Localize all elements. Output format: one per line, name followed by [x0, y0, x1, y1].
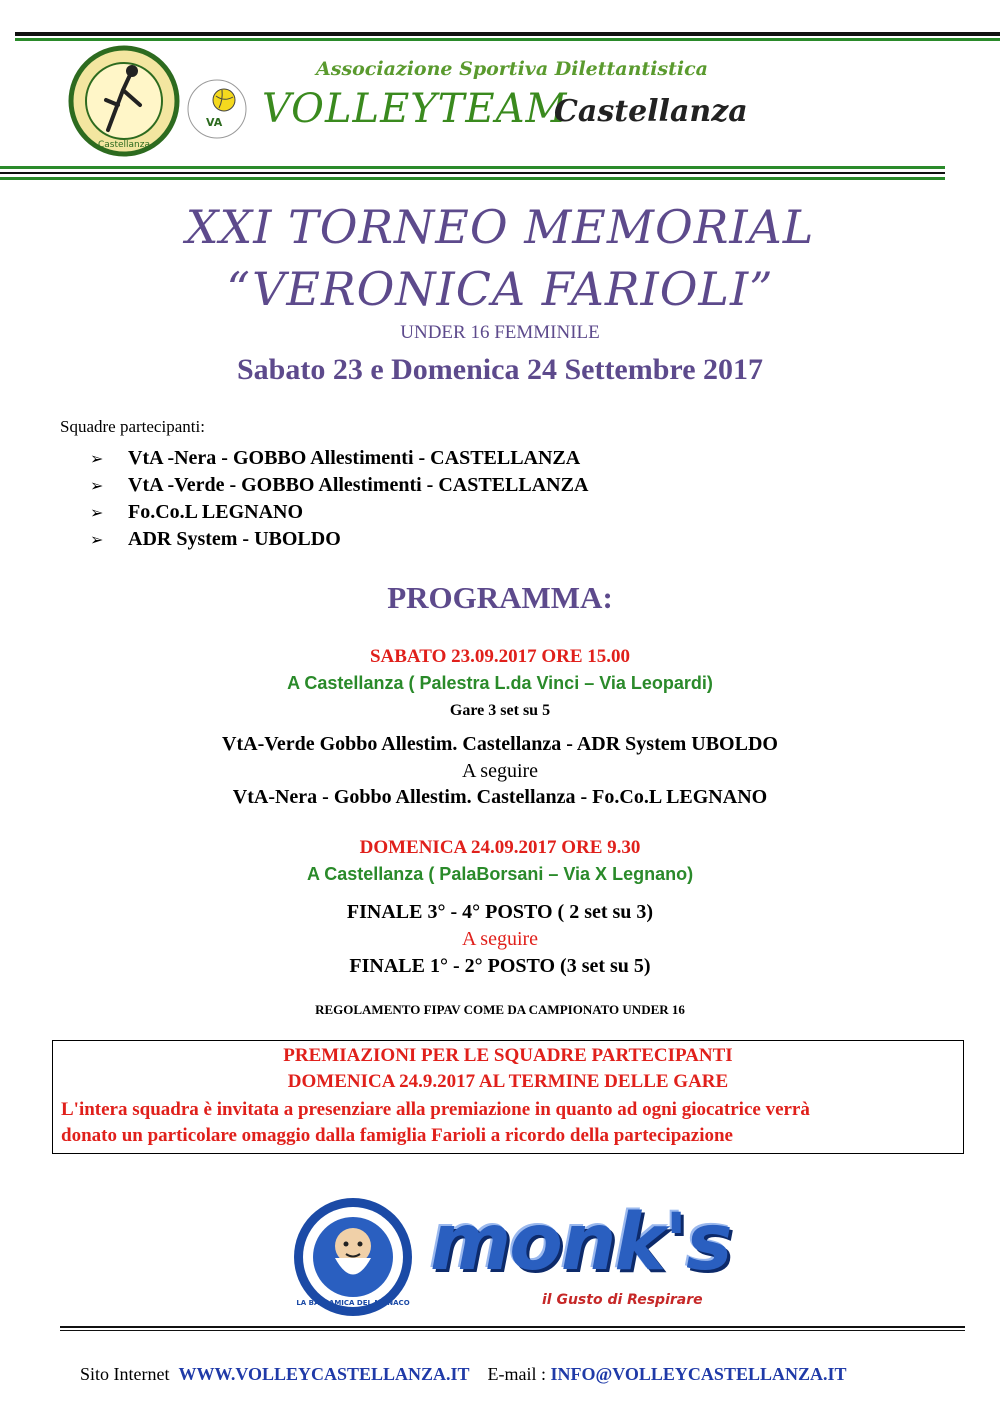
prize-line-2: DOMENICA 24.9.2017 AL TERMINE DELLE GARE — [287, 1071, 729, 1092]
prize-line-4: donato un particolare omaggio dalla famiglia Farioli a ricordo della partecipazione — [61, 1125, 733, 1146]
sunday-where: A Castellanza ( PalaBorsani – Via X Legnano) — [306, 864, 694, 884]
seal-text: LA BALSAMICA DEL MONACO — [296, 1299, 410, 1307]
saturday-then: A seguire — [461, 760, 539, 782]
header-rule-black — [0, 172, 945, 174]
email-label: E-mail : — [487, 1364, 547, 1384]
sponsor-brand: monk's — [430, 1198, 731, 1288]
footer-rule-2 — [60, 1330, 965, 1331]
prize-line-3: L'intera squadra è invitata a presenziare alla premiazione in quanto ad ogni giocatrice verrà — [61, 1099, 810, 1120]
city-name: Castellanza — [554, 94, 748, 129]
arrow-bullet-icon: ➢ — [90, 476, 104, 495]
final-1-2: FINALE 1° - 2° POSTO (3 set su 5) — [349, 955, 651, 977]
sponsor-seal — [292, 1196, 414, 1318]
list-item: ➢ Fo.Co.L LEGNANO — [90, 501, 304, 523]
arrow-bullet-icon: ➢ — [90, 449, 104, 468]
site-label: Sito Internet — [80, 1364, 170, 1384]
svg-text:VA: VA — [206, 116, 223, 129]
category: UNDER 16 FEMMINILE — [400, 322, 600, 343]
sunday-then: A seguire — [461, 928, 539, 950]
saturday-where: A Castellanza ( Palestra L.da Vinci – Via Leopardi) — [287, 673, 713, 693]
saturday-when: SABATO 23.09.2017 ORE 15.00 — [369, 646, 631, 667]
rules-note: REGOLAMENTO FIPAV COME DA CAMPIONATO UNDER 16 — [315, 1002, 685, 1017]
site-link[interactable]: WWW.VOLLEYCASTELLANZA.IT — [178, 1364, 470, 1384]
top-rule — [15, 32, 1000, 36]
title-line-2: “VERONICA FARIOLI” — [226, 262, 774, 316]
sponsor-tagline: il Gusto di Respirare — [538, 1292, 707, 1308]
volley-logo — [186, 78, 248, 140]
list-item: ➢ VtA -Verde - GOBBO Allestimenti - CASTELLANZA — [90, 474, 589, 496]
footer-rule — [60, 1326, 965, 1328]
teams-label: Squadre partecipanti: — [60, 417, 205, 436]
svg-text:Castellanza: Castellanza — [97, 140, 151, 150]
saturday-format: Gare 3 set su 5 — [449, 702, 551, 719]
list-item: ➢ VtA -Nera - GOBBO Allestimenti - CASTELLANZA — [90, 447, 581, 469]
header-rule-green-2 — [0, 177, 945, 180]
header-rule-green — [0, 166, 945, 169]
prize-box — [52, 1040, 964, 1154]
title-line-1: XXI TORNEO MEMORIAL — [185, 200, 815, 254]
association-name: Associazione Sportiva Dilettantistica — [316, 58, 708, 80]
footer — [80, 1364, 846, 1385]
email-link[interactable]: INFO@VOLLEYCASTELLANZA.IT — [550, 1364, 847, 1384]
top-rule-green — [15, 38, 1000, 41]
prize-line-1: PREMIAZIONI PER LE SQUADRE PARTECIPANTI — [283, 1045, 733, 1066]
program-heading: PROGRAMMA: — [387, 580, 613, 615]
final-3-4: FINALE 3° - 4° POSTO ( 2 set su 3) — [346, 901, 654, 923]
team-name: VOLLEYTEAM — [262, 86, 568, 132]
saturday-match-2: VtA-Nera - Gobbo Allestim. Castellanza - Fo.Co.L LEGNANO — [232, 786, 768, 808]
teams-list — [90, 447, 588, 555]
list-item: ➢ ADR System - UBOLDO — [90, 528, 341, 550]
tournament-dates: Sabato 23 e Domenica 24 Settembre 2017 — [236, 353, 764, 386]
sunday-when: DOMENICA 24.09.2017 ORE 9.30 — [359, 837, 641, 858]
saturday-match-1: VtA-Verde Gobbo Allestim. Castellanza - ADR System UBOLDO — [222, 733, 778, 755]
club-logo — [68, 45, 180, 157]
arrow-bullet-icon: ➢ — [90, 503, 104, 522]
arrow-bullet-icon: ➢ — [90, 530, 104, 549]
